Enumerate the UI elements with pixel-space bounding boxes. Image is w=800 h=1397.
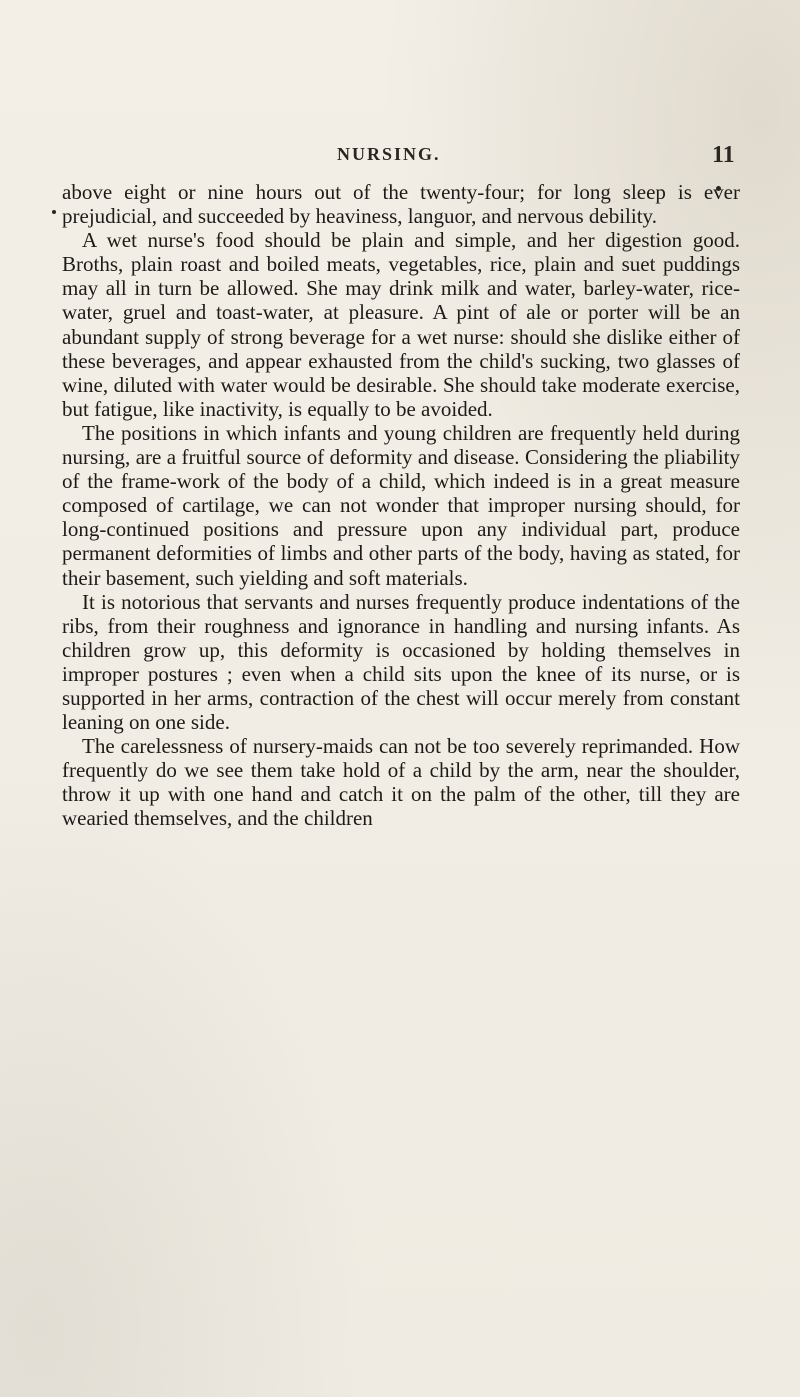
ink-speck xyxy=(52,210,56,214)
paragraph: above eight or nine hours out of the twenty-four; for long sleep is ever prejudicial, and succeeded by heaviness, languor, and nervous debility. xyxy=(62,180,740,229)
running-head: NURSING. xyxy=(337,144,441,164)
page-number: 11 xyxy=(712,142,735,168)
paragraph: It is notorious that servants and nurses frequently produce indentations of the ribs, from their roughness and ignorance in handling and nursing infants. As children grow up, this deformity is occasioned by holding themselves in improper postures ; even when a child sits upon the knee of its nurse, or is supported in her arms, contraction of the chest will occur merely from constant leaning on one side. xyxy=(62,589,740,735)
paragraph: A wet nurse's food should be plain and simple, and her digestion good. Broths, plain roast and boiled meats, vegetables, rice, plain and suet puddings may all in turn be allowed. She may drink milk and water, barley-water, rice-water, gruel and toast-water, at pleasure. A pint of ale or porter will be an abundant supply of strong beverage for a wet nurse: should she dislike either of these beverages, and appear exhausted from the child's sucking, two glasses of wine, diluted with water would be desirable. She should take moderate exercise, but fatigue, like inactivity, is equally to be avoided. xyxy=(62,228,740,421)
page-header xyxy=(0,142,800,172)
paragraph: The carelessness of nursery-maids can not be too severely reprimanded. How frequently do we see them take hold of a child by the arm, near the shoulder, throw it up with one hand and catch it on the palm of the other, till they are wearied themselves, and the children xyxy=(62,734,740,831)
body-text xyxy=(62,180,740,831)
paragraph: The positions in which infants and young children are frequently held during nursing, are a fruitful source of deformity and disease. Considering the pliability of the frame-work of the body of a child, which indeed is in a great measure composed of cartilage, we can not wonder that improper nursing should, for long-continued positions and pressure upon any individual part, produce permanent deformities of limbs and other parts of the body, having as stated, for their basement, such yielding and soft materials. xyxy=(62,420,740,590)
